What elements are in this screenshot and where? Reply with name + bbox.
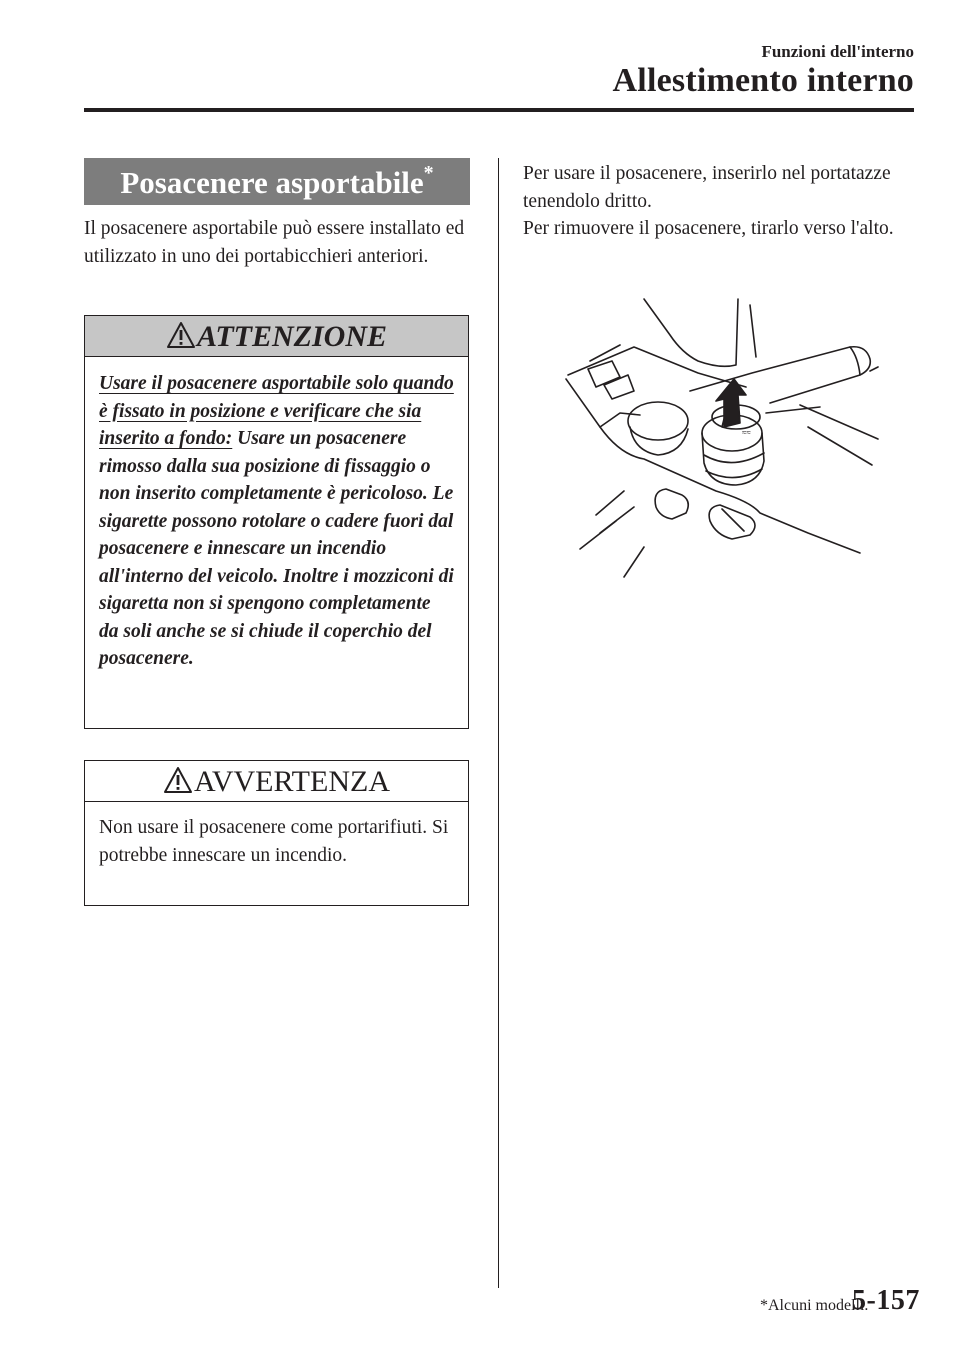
attenzione-underlined-text: Usare il posacenere asportabile solo quando è fissato in posizione e verificare che sia inserito a fondo: xyxy=(99,373,454,449)
page-number: 5-157 xyxy=(852,1285,920,1316)
avvertenza-box xyxy=(84,760,469,906)
chapter-subtitle: Funzioni dell'interno xyxy=(761,42,914,61)
ashtray-illustration xyxy=(560,295,882,583)
usage-remove-text: Per rimuovere il posacenere, tirarlo verso l'alto. xyxy=(523,218,894,239)
section-title xyxy=(84,158,470,205)
avvertenza-body: Non usare il posacenere come portarifiuti. Si potrebbe innescare un incendio. xyxy=(99,817,449,866)
header-rule xyxy=(84,108,914,112)
avvertenza-header xyxy=(85,761,468,802)
svg-text:≈≈: ≈≈ xyxy=(742,428,751,437)
warning-triangle-icon xyxy=(163,766,193,794)
attenzione-header xyxy=(85,316,468,357)
avvertenza-heading: AVVERTENZA xyxy=(194,765,390,798)
attenzione-heading: ATTENZIONE xyxy=(196,320,388,353)
column-divider xyxy=(498,158,499,1288)
attenzione-box xyxy=(84,315,469,729)
attenzione-body-text: Usare un posacenere rimosso dalla sua posizione di fissaggio o non inserito completamente è pericoloso. Le sigarette possono rotolare o cadere fuori dal posacenere e innescare un incendio all'interno del veicolo. Inoltre i mozziconi di sigaretta non si spengono completamente da soli anche se si chiude il coperchio del posacenere. xyxy=(99,428,454,669)
usage-insert-text: Per usare il posacenere, inserirlo nel portatazze tenendolo dritto. xyxy=(523,163,891,212)
attenzione-body xyxy=(85,357,468,685)
intro-paragraph: Il posacenere asportabile può essere installato ed utilizzato in uno dei portabicchieri anteriori. xyxy=(84,218,465,267)
chapter-title: Allestimento interno xyxy=(612,62,914,99)
usage-instructions xyxy=(523,160,923,243)
warning-triangle-icon xyxy=(166,321,196,349)
footnote: *Alcuni modelli. xyxy=(760,1297,869,1314)
section-title-text: Posacenere asportabile xyxy=(120,165,424,200)
section-title-asterisk: * xyxy=(423,162,434,184)
